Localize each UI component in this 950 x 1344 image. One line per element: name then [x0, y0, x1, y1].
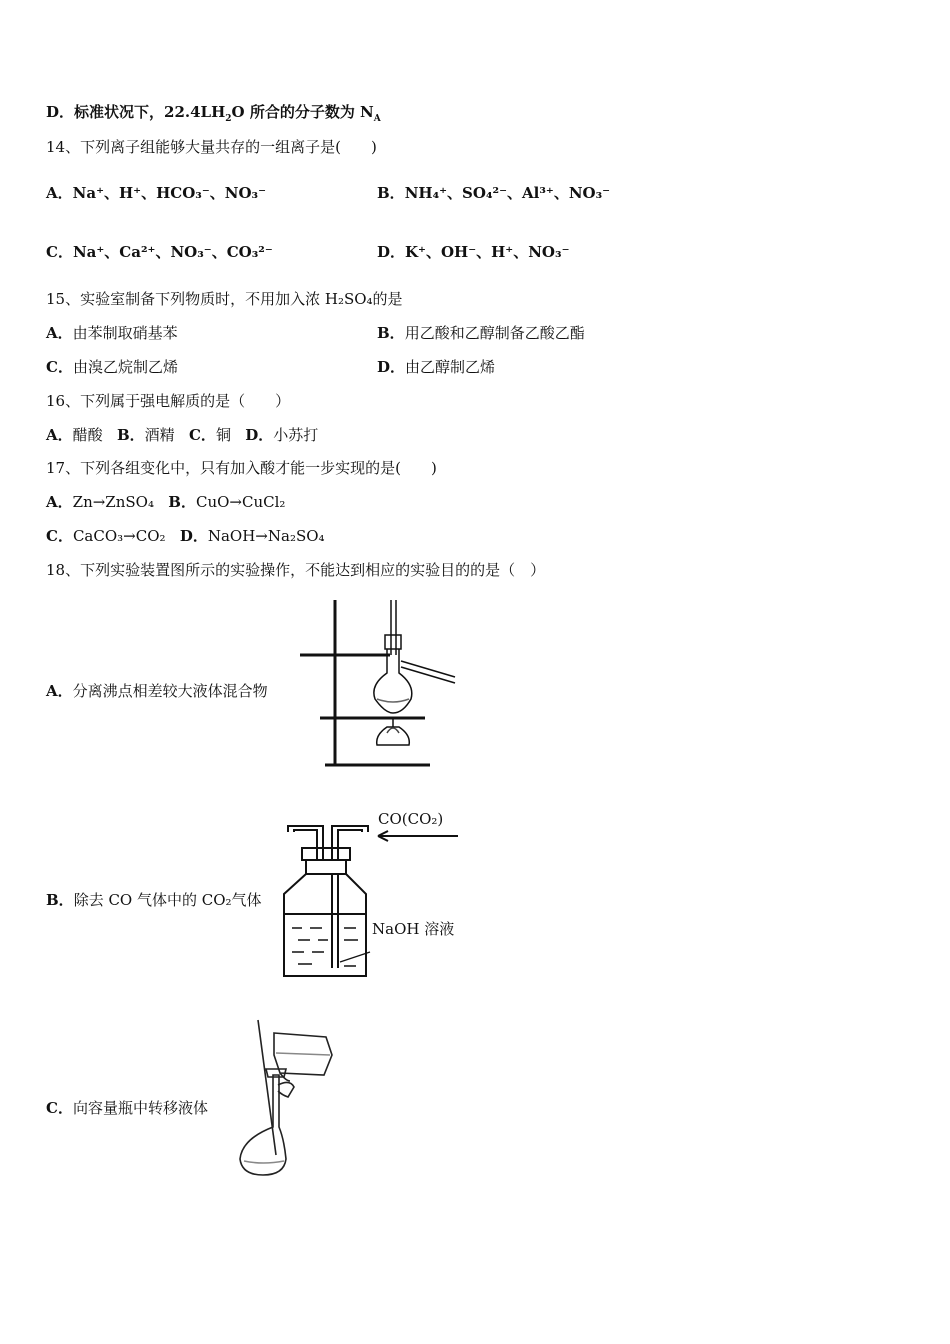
q18-stem: 18、下列实验装置图所示的实验操作，不能达到相应的实验目的的是（ ）	[46, 561, 546, 579]
naoh-solution-label: NaOH 溶液	[372, 920, 455, 938]
q14-option-c: C．Na⁺、Ca²⁺、NO₃⁻、CO₃²⁻	[46, 243, 273, 261]
q18-option-c: C．向容量瓶中转移液体	[46, 1099, 208, 1117]
q15-option-d: D．由乙醇制乙烯	[377, 358, 496, 376]
q13-option-d: D．标准状况下，$22.4LH_2O$ 所合的分子数为 $N_A$	[46, 103, 381, 124]
q17-options-cd: C．CaCO₃→CO₂ D．NaOH→Na₂SO₄	[46, 527, 325, 545]
distillation-apparatus-figure	[295, 595, 460, 770]
gas-washing-bottle-figure	[278, 800, 473, 982]
q17-options-ab: A．Zn→ZnSO₄ B．CuO→CuCl₂	[46, 493, 286, 511]
q15-stem: 15、实验室制备下列物质时，不用加入浓 H₂SO₄的是	[46, 290, 403, 308]
q18-option-b: B．除去 CO 气体中的 CO₂气体	[46, 891, 262, 909]
volumetric-flask-transfer-figure	[228, 1015, 338, 1180]
q16-options: A．醋酸 B．酒精 C．铜 D．小苏打	[46, 426, 319, 444]
gas-inlet-label: CO(CO₂)	[378, 810, 444, 828]
q14-option-a: A．Na⁺、H⁺、HCO₃⁻、NO₃⁻	[46, 184, 267, 202]
q16-stem: 16、下列属于强电解质的是（ ）	[46, 392, 291, 410]
q17-stem: 17、下列各组变化中，只有加入酸才能一步实现的是( )	[46, 459, 437, 477]
q15-option-b: B．用乙酸和乙醇制备乙酸乙酯	[377, 324, 585, 342]
q14-option-d: D．K⁺、OH⁻、H⁺、NO₃⁻	[377, 243, 570, 261]
q15-option-a: A．由苯制取硝基苯	[46, 324, 178, 342]
q18-option-a: A．分离沸点相差较大液体混合物	[46, 682, 268, 700]
q15-option-c: C．由溴乙烷制乙烯	[46, 358, 178, 376]
q14-stem: 14、下列离子组能够大量共存的一组离子是( )	[46, 138, 377, 156]
q14-option-b: B．NH₄⁺、SO₄²⁻、Al³⁺、NO₃⁻	[377, 184, 611, 202]
